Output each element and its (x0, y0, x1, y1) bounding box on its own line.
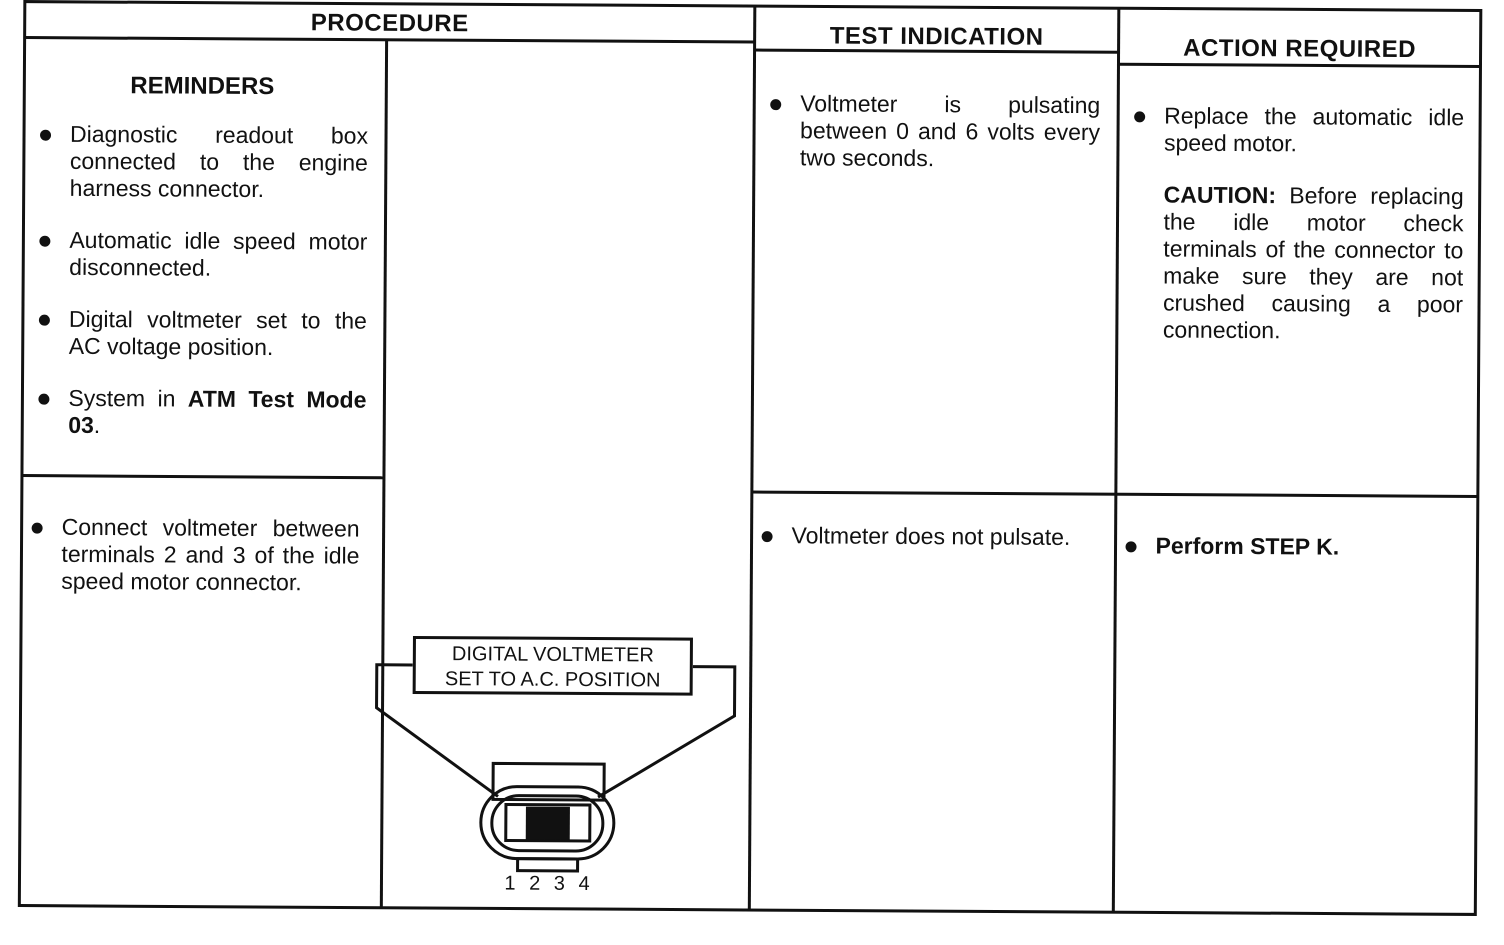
callout-line-2: SET TO A.C. POSITION (444, 668, 661, 692)
action-text: Replace the automatic idle speed motor. (1130, 102, 1464, 158)
reminder-item: Diagnostic readout box connected to the engine harness connector. (36, 121, 368, 204)
reminder-item: Digital voltmeter set to the AC voltage position. (35, 306, 367, 362)
reminder-item: Automatic idle speed motor disconnected. (35, 227, 367, 283)
test-indication-text: Voltmeter does not pulsate. (758, 522, 1092, 551)
caution-note: CAUTION: Before replacing the idle motor check terminals of the connector to make sure they are not crushed causing a poor connection. (1162, 181, 1464, 344)
action-required-row-2 (1121, 532, 1455, 586)
pin-numbers: 1 2 3 4 (504, 872, 594, 896)
reminder-item: System in ATM Test Mode 03. (34, 385, 366, 441)
callout-line-1: DIGITAL VOLTMETER (451, 643, 654, 667)
reminders-title: REMINDERS (130, 72, 275, 101)
test-indication-header: TEST INDICATION (829, 22, 1044, 51)
procedure-step-text: Connect voltmeter between terminals 2 and 3 of the idle speed motor connector. (27, 514, 359, 597)
action-required-row-1 (1129, 102, 1464, 345)
test-indication-row-2 (757, 522, 1091, 576)
procedure-step-cell (27, 514, 360, 622)
procedure-header: PROCEDURE (310, 9, 469, 38)
terminals-2-3-block (526, 807, 570, 840)
reminders-cell (34, 72, 368, 466)
connector-diagram (376, 665, 735, 872)
test-indication-text: Voltmeter is pulsating between 0 and 6 volts every two seconds. (766, 90, 1100, 173)
action-required-header: ACTION REQUIRED (1183, 34, 1417, 64)
action-text: Perform STEP K. (1121, 532, 1455, 561)
voltmeter-callout-label (413, 636, 693, 696)
test-indication-row-1 (766, 90, 1101, 198)
